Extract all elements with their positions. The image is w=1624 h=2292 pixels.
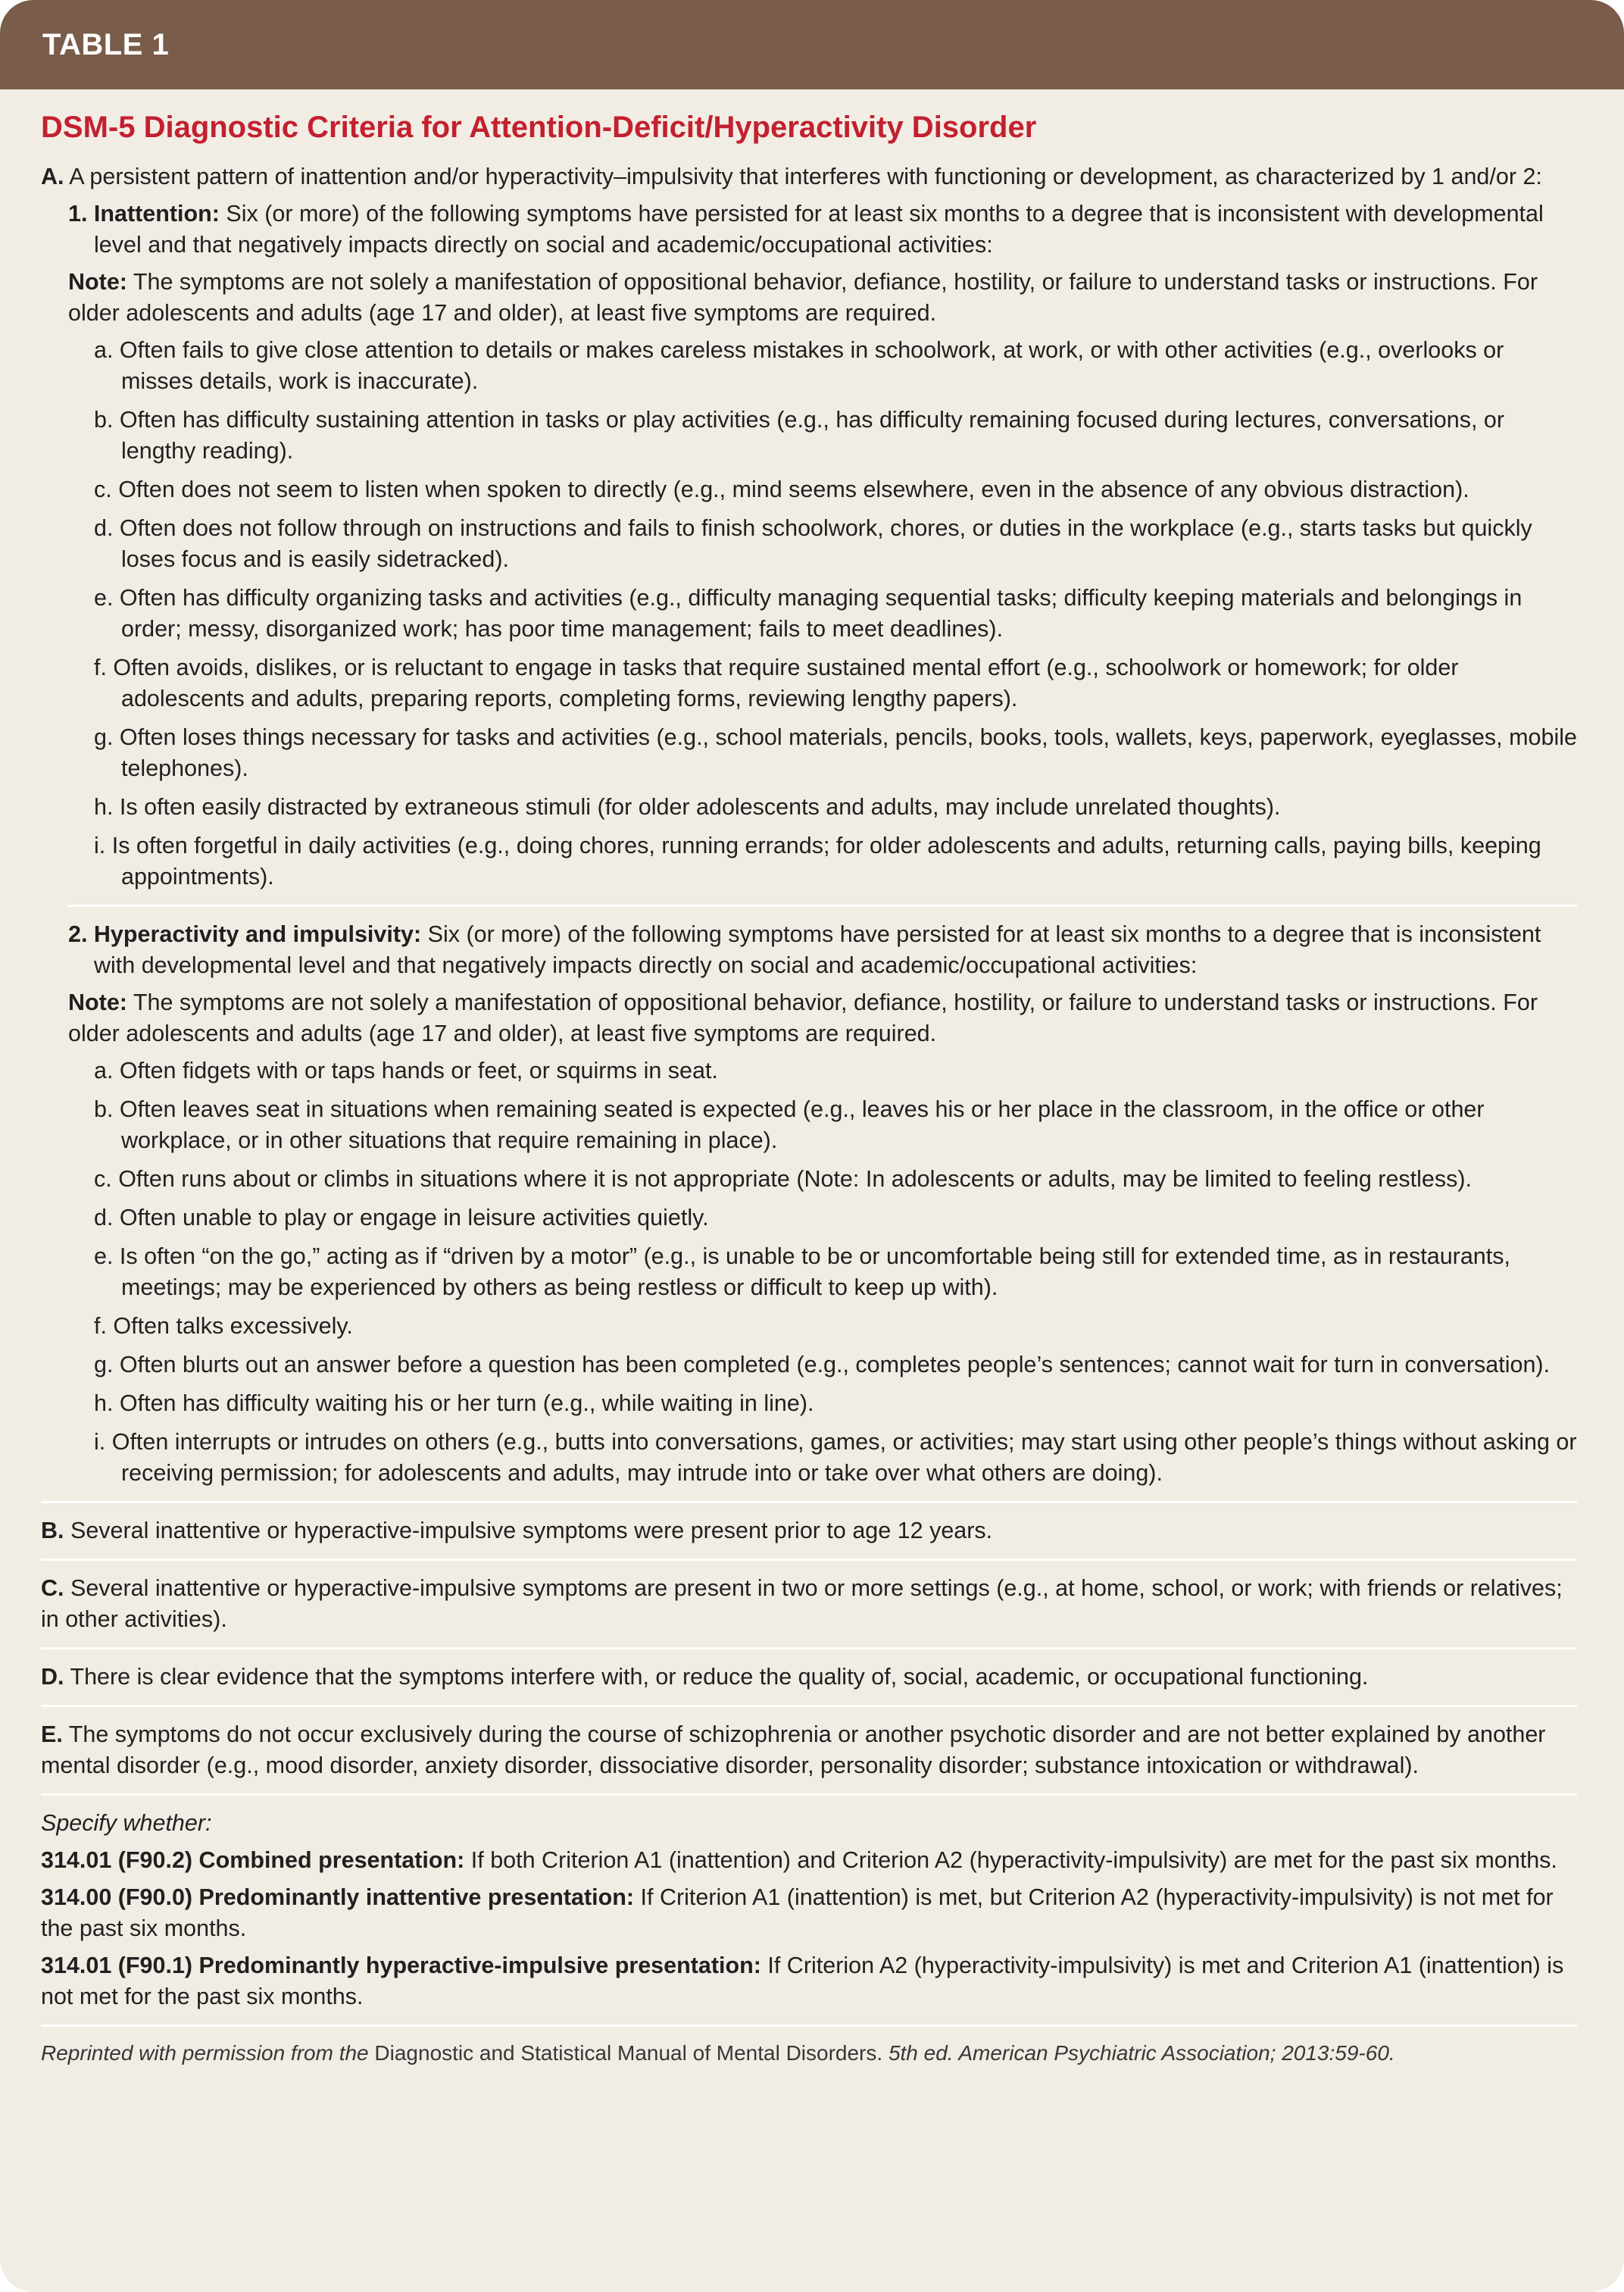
symptom-item: g. Often loses things necessary for tasks and activities (e.g., school materials, pencils, books, tools, wallets, keys, paperwork, eyeglasses, mobile telephones). — [94, 724, 1577, 781]
hyperactivity-section: 2. Hyperactivity and impulsivity: Six (or more) of the following symptoms have persisted for at least six months to a degree that is inconsistent with developmental level and that negatively impacts directly on social and academic/occupational activities: — [68, 921, 1541, 978]
divider — [68, 905, 1577, 907]
symptom-item: c. Often runs about or climbs in situations where it is not appropriate (Note: In adolescents or adults, may be limited to feeling restless). — [94, 1166, 1473, 1192]
inattention-section: 1. Inattention: Six (or more) of the following symptoms have persisted for at least six months to a degree that is inconsistent with developmental level and that negatively impacts directly on social and academic/occupational activities: — [68, 201, 1544, 258]
criterion-b: B. Several inattentive or hyperactive-impulsive symptoms were present prior to age 12 years. — [41, 1518, 993, 1543]
symptom-item: e. Often has difficulty organizing tasks and activities (e.g., difficulty managing sequential tasks; difficulty keeping materials and belongings in order; messy, disorganized work; has poor time management; fails to meet deadlines). — [94, 585, 1522, 642]
divider — [41, 1559, 1577, 1561]
criterion-d: D. There is clear evidence that the symptoms interfere with, or reduce the quality of, social, academic, or occupational functioning. — [41, 1664, 1369, 1690]
hyperactivity-note: Note: The symptoms are not solely a manifestation of oppositional behavior, defiance, hostility, or failure to understand tasks or instructions. For older adolescents and adults (age 17 and older), at least five symptoms are required. — [68, 990, 1538, 1046]
divider — [41, 1501, 1577, 1503]
symptom-item: e. Is often “on the go,” acting as if “driven by a motor” (e.g., is unable to be or uncomfortable being still for extended time, as in restaurants, meetings; may be experienced by others as being restless or difficult to keep up with). — [94, 1243, 1510, 1300]
divider — [41, 2025, 1577, 2027]
criterion-a: A. A persistent pattern of inattention and/or hyperactivity–impulsivity that interferes with functioning or development, as characterized by 1 and/or 2: — [41, 164, 1542, 189]
inattention-note: Note: The symptoms are not solely a manifestation of oppositional behavior, defiance, hostility, or failure to understand tasks or instructions. For older adolescents and adults (age 17 and older), at least five symptoms are required. — [68, 269, 1538, 326]
table-content — [0, 89, 1624, 2068]
specify-combined: 314.01 (F90.2) Combined presentation: If both Criterion A1 (inattention) and Criterion A2 (hyperactivity-impulsivity) are met for the past six months. — [41, 1847, 1557, 1873]
source-citation: Reprinted with permission from the Diagnostic and Statistical Manual of Mental Disorders. 5th ed. American Psychiatric Association; 2013:59-60. — [41, 2041, 1395, 2065]
specify-hyperactive: 314.01 (F90.1) Predominantly hyperactive-impulsive presentation: If Criterion A2 (hyperactivity-impulsivity) is met and Criterion A1 (inattention) is not met for the past six months. — [41, 1953, 1564, 2009]
symptom-item: h. Is often easily distracted by extraneous stimuli (for older adolescents and adults, may include unrelated thoughts). — [94, 794, 1281, 820]
symptom-item: f. Often talks excessively. — [94, 1313, 353, 1339]
symptom-item: b. Often leaves seat in situations when remaining seated is expected (e.g., leaves his or her place in the classroom, in the office or other workplace, or in other situations that require remaining in place). — [94, 1096, 1485, 1153]
criterion-c: C. Several inattentive or hyperactive-impulsive symptoms are present in two or more settings (e.g., at home, school, or work; with friends or relatives; in other activities). — [41, 1575, 1563, 1632]
criterion-e: E. The symptoms do not occur exclusively during the course of schizophrenia or another psychotic disorder and are not better explained by another mental disorder (e.g., mood disorder, anxiety disorder, dissociative disorder, personality disorder; substance intoxication or withdrawal). — [41, 1721, 1546, 1778]
symptom-item: g. Often blurts out an answer before a question has been completed (e.g., completes people’s sentences; cannot wait for turn in conversation). — [94, 1352, 1551, 1377]
table-header — [0, 0, 1624, 89]
symptom-item: d. Often unable to play or engage in leisure activities quietly. — [94, 1205, 709, 1230]
specify-inattentive: 314.00 (F90.0) Predominantly inattentive presentation: If Criterion A1 (inattention) is met, but Criterion A2 (hyperactivity-impulsivity) is not met for the past six months. — [41, 1884, 1554, 1941]
symptom-item: i. Often interrupts or intrudes on others (e.g., butts into conversations, games, or activities; may start using other people’s things without asking or receiving permission; for adolescents and adults, may intrude into or take over what others are doing). — [94, 1429, 1577, 1486]
symptom-item: c. Often does not seem to listen when spoken to directly (e.g., mind seems elsewhere, even in the absence of any obvious distraction). — [94, 477, 1469, 502]
table-title: DSM-5 Diagnostic Criteria for Attention-Deficit/Hyperactivity Disorder — [41, 111, 1037, 144]
divider — [41, 1647, 1577, 1649]
symptom-item: f. Often avoids, dislikes, or is reluctant to engage in tasks that require sustained mental effort (e.g., schoolwork or homework; for older adolescents and adults, preparing reports, completing forms, reviewing lengthy papers). — [94, 655, 1459, 711]
symptom-item: i. Is often forgetful in daily activities (e.g., doing chores, running errands; for older adolescents and adults, returning calls, paying bills, keeping appointments). — [94, 833, 1541, 890]
table-label: TABLE 1 — [42, 27, 170, 61]
specify-label: Specify whether: — [41, 1810, 212, 1836]
divider — [41, 1793, 1577, 1796]
symptom-item: h. Often has difficulty waiting his or her turn (e.g., while waiting in line). — [94, 1390, 814, 1416]
symptom-item: b. Often has difficulty sustaining attention in tasks or play activities (e.g., has difficulty remaining focused during lectures, conversations, or lengthy reading). — [94, 407, 1505, 464]
symptom-item: d. Often does not follow through on instructions and fails to finish schoolwork, chores, or duties in the workplace (e.g., starts tasks but quickly loses focus and is easily sidetracked). — [94, 515, 1532, 572]
symptom-item: a. Often fidgets with or taps hands or feet, or squirms in seat. — [94, 1058, 718, 1083]
symptom-item: a. Often fails to give close attention to details or makes careless mistakes in schoolwork, at work, or with other activities (e.g., overlooks or misses details, work is inaccurate). — [94, 337, 1504, 394]
divider — [41, 1705, 1577, 1707]
